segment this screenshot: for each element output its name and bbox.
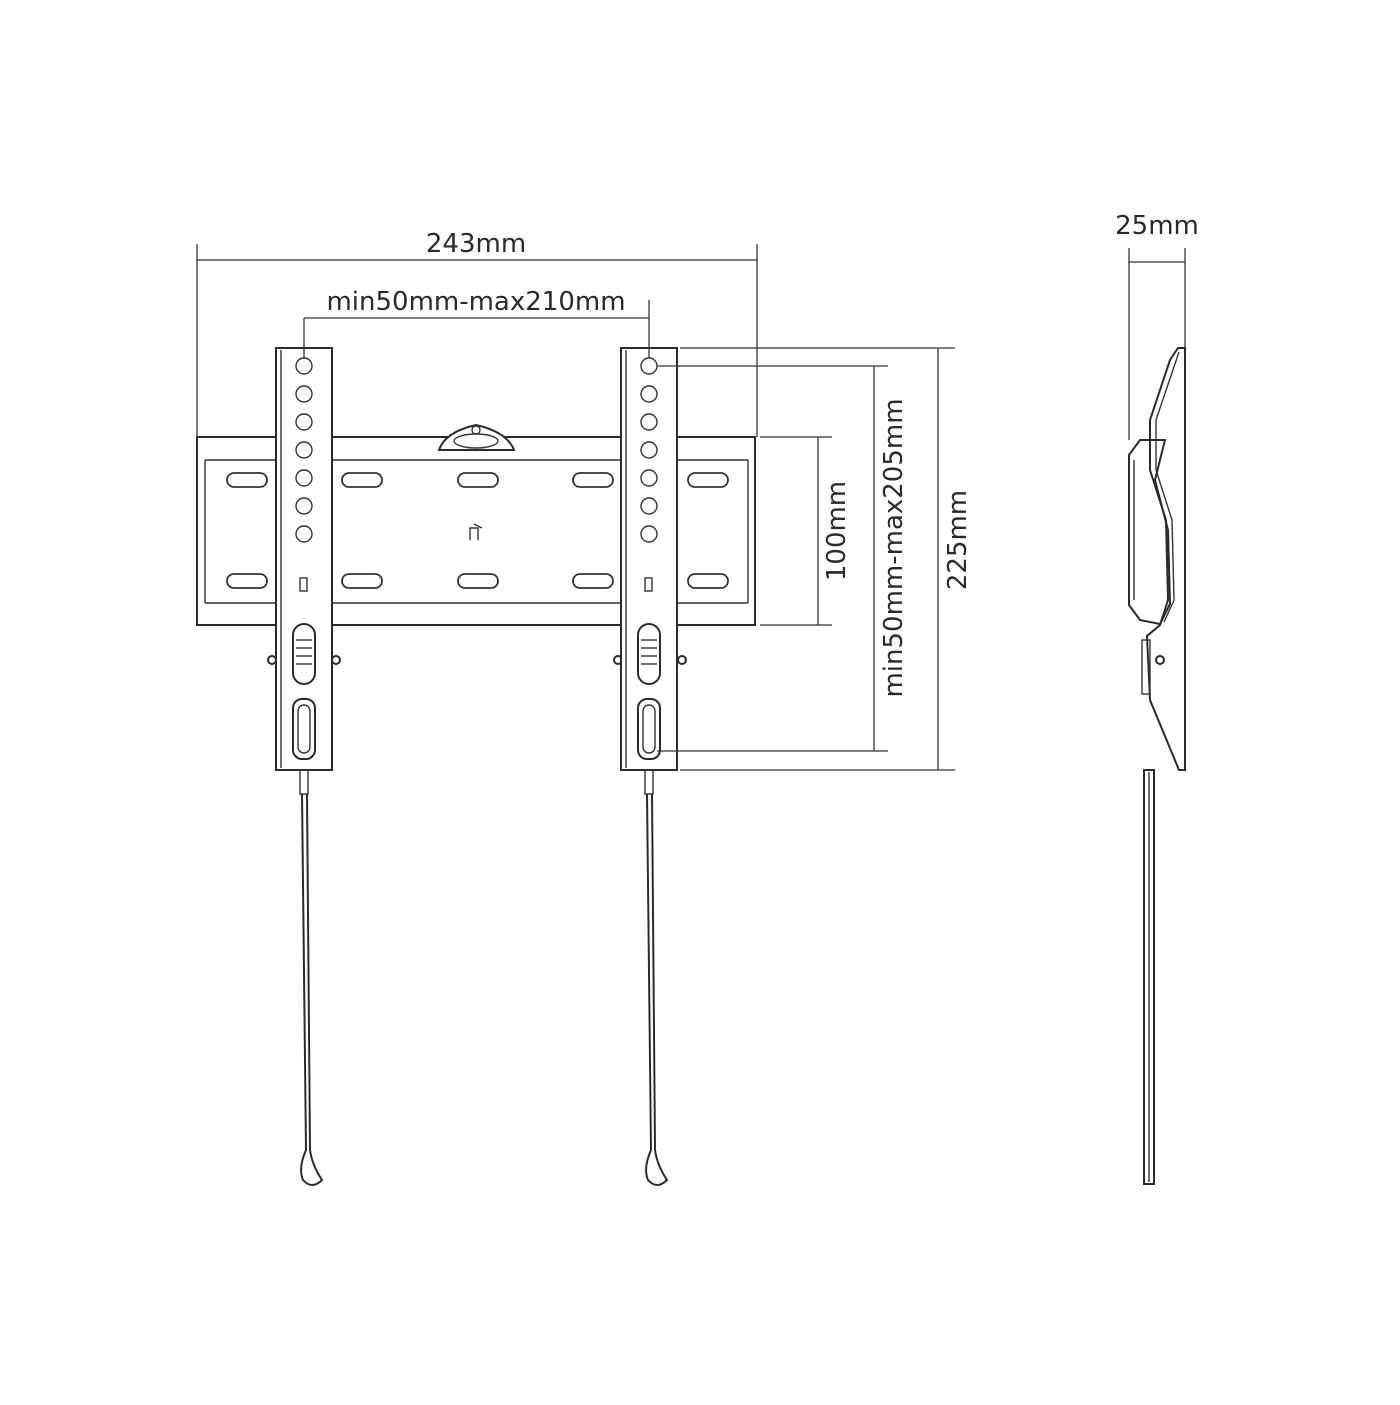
hole-spacing-horizontal-label: min50mm-max210mm (326, 287, 626, 317)
left-tv-arm (268, 348, 340, 1185)
side-profile-outer (1147, 348, 1185, 770)
left-pull-cord (301, 794, 322, 1185)
side-view (1115, 211, 1199, 1184)
hole-spacing-vertical-label: min50mm-max205mm (879, 398, 909, 698)
right-pull-cord (646, 794, 667, 1185)
depth-label: 25mm (1115, 211, 1199, 241)
dimension-wall-plate-height (760, 437, 852, 625)
overall-width-label: 243mm (425, 229, 527, 259)
wall-plate-height-label: 100mm (822, 480, 852, 582)
dimension-hole-spacing-horizontal (304, 287, 649, 358)
overall-height-label: 225mm (943, 489, 973, 591)
front-view (197, 229, 973, 1185)
hanging-hook (439, 425, 514, 450)
right-tv-arm (614, 348, 686, 1185)
dimension-depth (1115, 211, 1199, 440)
